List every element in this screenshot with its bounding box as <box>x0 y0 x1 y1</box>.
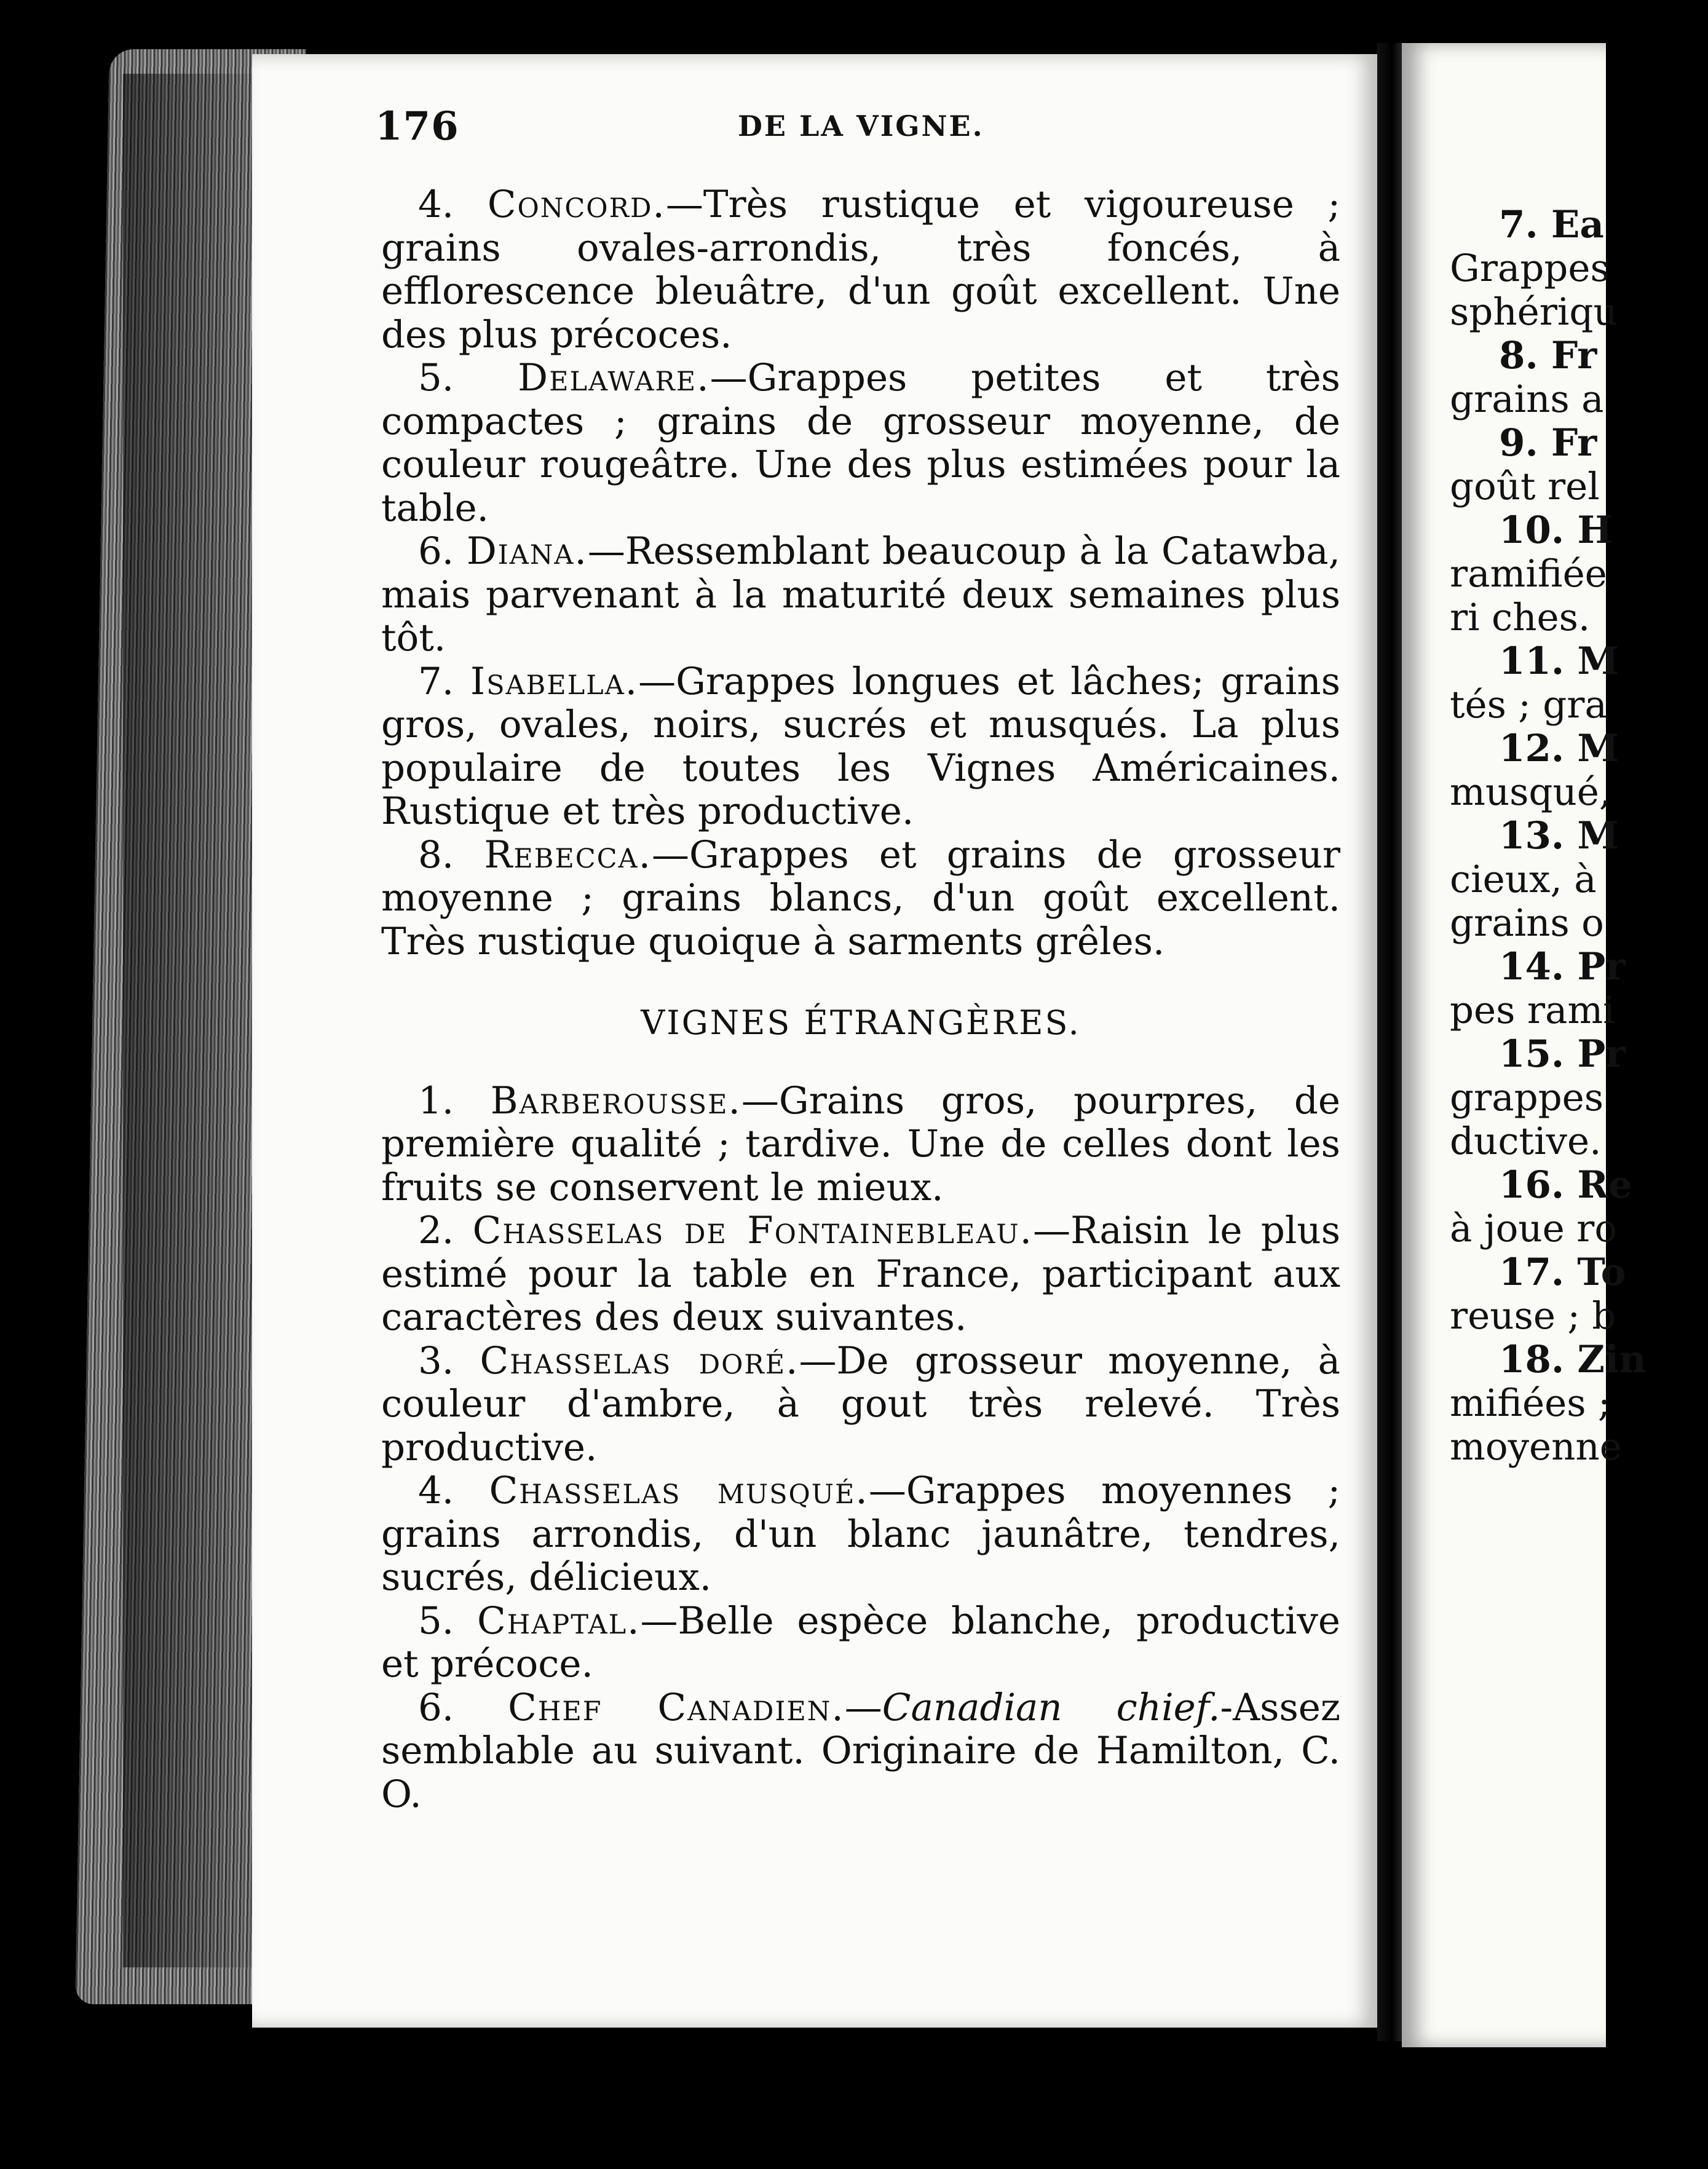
right-page-line: 7. Ea <box>1499 203 1604 247</box>
entry-name: Concord. <box>487 183 666 226</box>
entry-number: 8. <box>418 832 454 877</box>
right-page-line: 8. Fr <box>1499 334 1597 377</box>
entry-number: 5. <box>418 1598 454 1643</box>
entry-text: —Grappes petites et très compactes ; grains de grosseur moyenne, de couleur rougeâtre. Une des plus estimées pour la table. <box>381 356 1340 530</box>
right-page-line: ramifiée <box>1450 552 1607 596</box>
entry-text: —Raisin le plus estimé pour la table en France, participant aux caractères des deux suivantes. <box>381 1209 1341 1339</box>
entry-number: 3. <box>418 1338 454 1383</box>
list-item <box>381 183 1340 357</box>
right-page-line: ductive. <box>1450 1120 1602 1163</box>
right-page-line: 9. Fr <box>1499 421 1597 465</box>
list-item <box>381 357 1340 530</box>
entry-name: Barberousse. <box>490 1078 741 1123</box>
right-page-line: sphériqu <box>1450 290 1618 334</box>
right-page-line: musqué, <box>1450 770 1611 814</box>
entry-text: —Grains gros, pourpres, de première qualité ; tardive. Une de celles dont les fruits se conservent le mieux. <box>381 1078 1340 1209</box>
page-title: DE LA VIGNE. <box>738 109 984 143</box>
entry-text: —Grappes longues et lâches; grains gros, ovales, noirs, sucrés et musqués. La plus populaire de toutes les Vignes Américaines. Rustique et très productive. <box>381 659 1340 833</box>
entry-name: Chasselas musqué. <box>489 1469 869 1512</box>
right-page-line: cieux, à <box>1450 858 1597 901</box>
entry-text: —Belle espèce blanche, productive et précoce. <box>381 1598 1341 1686</box>
right-page-line: pes rami <box>1450 989 1615 1032</box>
american-varieties-list <box>381 183 1340 1816</box>
right-page-line: 16. Re <box>1499 1163 1632 1207</box>
list-item <box>381 1600 1340 1686</box>
entry-name: Chef Canadien. <box>508 1685 845 1729</box>
list-item <box>381 1080 1340 1210</box>
right-page-line: ri ches. <box>1450 596 1591 639</box>
entry-name: Chasselas de Fontainebleau. <box>472 1209 1034 1252</box>
right-page-line: 18. Zin <box>1499 1338 1647 1381</box>
list-item <box>381 1340 1340 1470</box>
right-page-line: 11. M <box>1499 639 1619 683</box>
right-page-line: 10. H <box>1499 508 1613 552</box>
page-edges-shadow <box>123 74 258 1967</box>
right-page-text <box>1450 203 1708 1469</box>
entry-text: —De grosseur moyenne, à couleur d'ambre, à gout très relevé. Très productive. <box>381 1338 1340 1469</box>
right-page-line: grains a <box>1450 377 1604 421</box>
entry-text: —Grappes et grains de grosseur moyenne ; grains blancs, d'un goût excellent. Très rustique quoique à sarments grêles. <box>381 832 1341 963</box>
entry-name: Delaware. <box>518 356 710 400</box>
entry-number: 4. <box>418 183 454 226</box>
right-page-line: à joue ro <box>1450 1207 1618 1250</box>
entry-number: 5. <box>418 356 454 400</box>
running-head <box>375 103 1359 159</box>
section-heading: VIGNES ÉTRANGÈRES. <box>641 1003 1081 1042</box>
entry-number: 4. <box>418 1469 454 1512</box>
right-page-line: 14. Pr <box>1499 945 1626 989</box>
right-page-line: mifiées ; <box>1450 1381 1611 1425</box>
entry-english-name: —Canadian chief. <box>844 1685 1220 1729</box>
entry-name: Rebecca. <box>484 832 652 877</box>
entry-name: Chasselas doré. <box>480 1338 799 1383</box>
entry-text: -Assez semblable au suivant. Originaire de Hamilton, C. O. <box>381 1685 1341 1816</box>
entry-number: 7. <box>418 659 454 703</box>
list-item <box>381 1469 1340 1600</box>
right-page-line: Grappes <box>1450 247 1610 290</box>
book-gutter <box>1377 43 1402 2041</box>
right-page-line: 17. To <box>1499 1250 1626 1294</box>
right-page-line: reuse ; b <box>1450 1294 1616 1338</box>
page-number: 176 <box>375 103 459 149</box>
right-page-line: grains o <box>1450 901 1604 945</box>
list-item <box>381 530 1340 660</box>
entry-number: 1. <box>418 1078 454 1123</box>
list-item <box>381 834 1340 964</box>
right-page-line: moyenne <box>1450 1425 1622 1469</box>
list-item <box>381 1209 1340 1340</box>
entry-name: Isabella. <box>470 659 639 703</box>
entry-number: 6. <box>418 1685 454 1729</box>
right-page-line: tés ; gra <box>1450 683 1607 727</box>
right-page-line: 13. M <box>1499 814 1619 858</box>
entry-number: 6. <box>418 529 454 573</box>
entry-text: —Grappes moyennes ; grains arrondis, d'un blanc jaunâtre, tendres, sucrés, délicieux. <box>381 1469 1340 1599</box>
right-page-line: 12. M <box>1499 727 1619 770</box>
right-page-line: grappes <box>1450 1076 1604 1120</box>
entry-name: Diana. <box>466 529 588 573</box>
list-item <box>381 660 1340 834</box>
entry-number: 2. <box>418 1209 454 1252</box>
entry-text: —Très rustique et vigoureuse ; grains ovales-arrondis, très foncés, à efflorescence bleuâtre, d'un goût excellent. Une des plus précoces. <box>381 183 1341 357</box>
entry-text: —Ressemblant beaucoup à la Catawba, mais parvenant à la maturité deux semaines plus tôt. <box>381 529 1341 660</box>
right-page-line: 15. Pr <box>1499 1032 1626 1076</box>
entry-name: Chaptal. <box>477 1598 641 1643</box>
list-item <box>381 1686 1340 1817</box>
right-page-line: goût rel <box>1450 465 1600 508</box>
